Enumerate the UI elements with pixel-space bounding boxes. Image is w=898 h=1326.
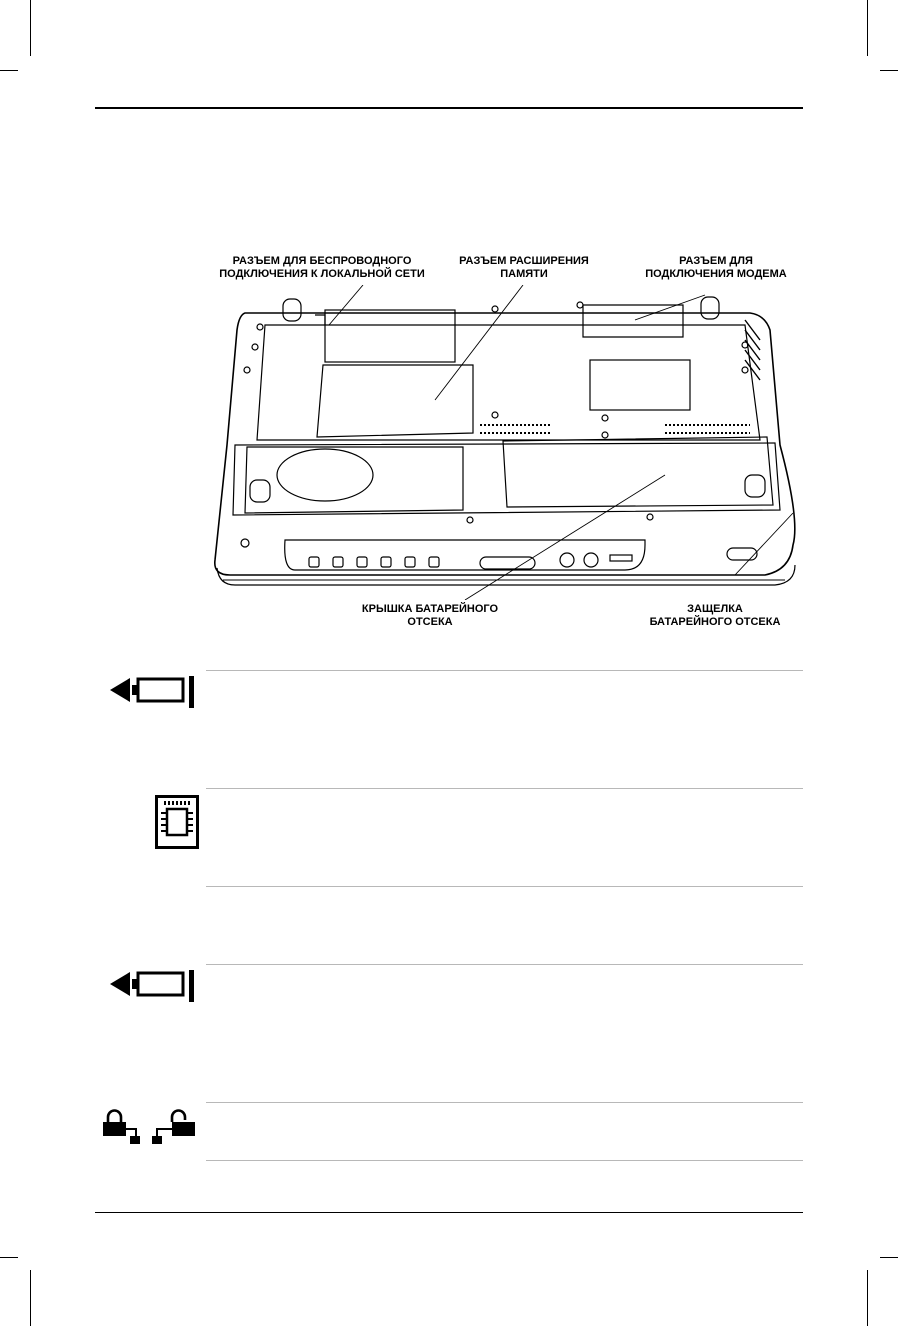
section-divider: [206, 964, 803, 965]
section-divider: [206, 1102, 803, 1103]
laptop-underside-illustration: [205, 285, 805, 600]
crop-mark: [0, 70, 18, 71]
section-divider: [206, 1160, 803, 1161]
crop-mark: [867, 0, 868, 56]
crop-mark: [880, 70, 898, 71]
crop-mark: [0, 1257, 18, 1258]
header-rule: [95, 107, 803, 109]
label-battery-cover: КРЫШКА БАТАРЕЙНОГО ОТСЕКА: [361, 603, 499, 628]
label-battery-latch: ЗАЩЕЛКА БАТАРЕЙНОГО ОТСЕКА: [649, 603, 781, 628]
section-divider: [206, 886, 803, 887]
crop-mark: [30, 1270, 31, 1326]
crop-mark: [867, 1270, 868, 1326]
label-modem-slot: РАЗЪЕМ ДЛЯ ПОДКЛЮЧЕНИЯ МОДЕМА: [645, 255, 787, 280]
label-wireless-lan-slot: РАЗЪЕМ ДЛЯ БЕСПРОВОДНОГО ПОДКЛЮЧЕНИЯ К ЛОКАЛЬНОЙ СЕТИ: [219, 255, 425, 280]
crop-mark: [30, 0, 31, 56]
section-divider: [206, 788, 803, 789]
section-divider: [206, 670, 803, 671]
crop-mark: [880, 1257, 898, 1258]
battery-pointer-icon: [110, 968, 196, 1002]
label-memory-slot: РАЗЪЕМ РАСШИРЕНИЯ ПАМЯТИ: [459, 255, 589, 280]
battery-pointer-icon: [110, 674, 196, 708]
footer-rule: [95, 1212, 803, 1213]
memory-chip-icon: [155, 795, 199, 849]
lock-unlock-icon: [100, 1108, 198, 1144]
